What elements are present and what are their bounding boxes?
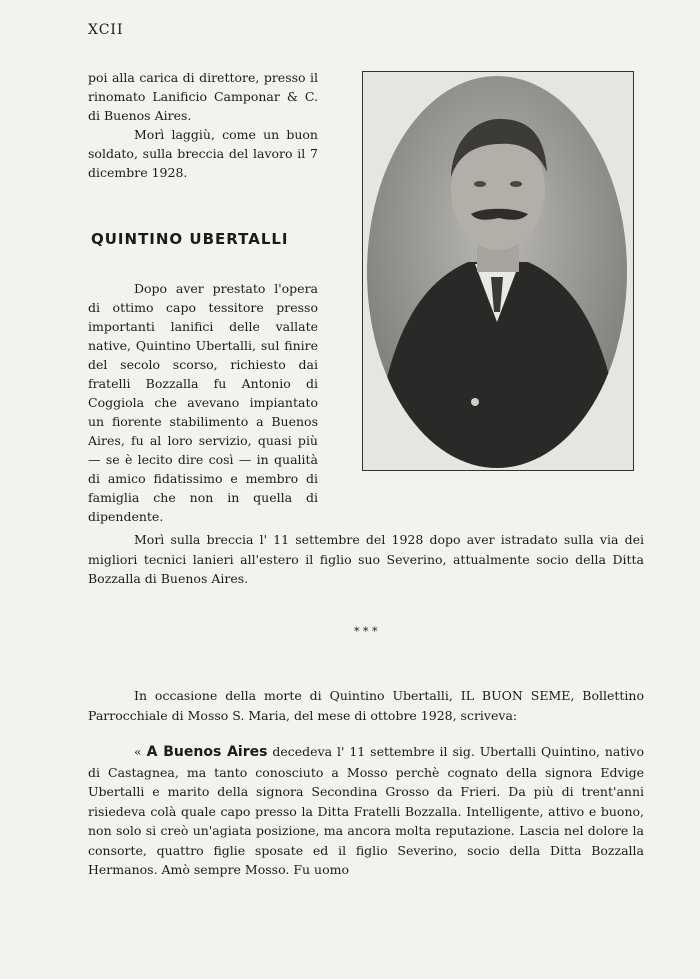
death-paragraph	[88, 530, 644, 589]
page-number: XCII	[88, 22, 124, 38]
biography-text	[88, 279, 318, 526]
portrait-photo	[362, 71, 634, 471]
intro-text	[88, 68, 318, 182]
quote-lead: A Buenos Aires	[146, 744, 268, 760]
quote-text	[88, 742, 644, 880]
quote-open-mark: «	[134, 744, 142, 759]
portrait-image	[363, 72, 632, 469]
death-text: Morì sulla breccia l' 11 settembre del 1928 dopo aver istradato sulla via dei migliori tecnici lanieri all'estero il figlio suo Severino, attualmente socio della Ditta Bozzalla di Buenos Aires.	[88, 532, 644, 586]
quote-body: decedeva l' 11 settembre il sig. Ubertalli Quintino, nativo di Castagnea, ma tanto conosciuto a Mosso perchè cognato della signora Edvige Ubertalli e marito della signora Secondina Grosso da Frieri. Da più di trent'anni risiedeva colà quale capo presso la Ditta Fratelli Bozzalla. Intelligente, attivo e buono, non solo si creò un'agiata posizione, ma ancora molta reputazione. Lascia nel dolore la consorte, quattro figlie sposate ed il figlio Severino, socio della Ditta Bozzalla Hermanos. Amò sempre Mosso. Fu uomo	[88, 744, 644, 877]
intro-paragraph: Morì laggiù, come un buon soldato, sulla breccia del lavoro il 7 dicembre 1928.	[88, 127, 318, 180]
section-heading: QUINTINO UBERTALLI	[91, 230, 289, 248]
quote-intro-paragraph	[88, 686, 644, 725]
quote-intro-text: In occasione della morte di Quintino Ubertalli, IL BUON SEME, Bollettino Parrocchiale di Mosso S. Maria, del mese di ottobre 1928, scriveva:	[88, 688, 644, 723]
separator-asterism: * * *	[354, 625, 378, 638]
quote-paragraph	[88, 742, 644, 880]
intro-paragraph: poi alla carica di direttore, presso il rinomato Lanificio Camponar & C. di Buenos Aires.	[88, 70, 318, 123]
biography-paragraph: Dopo aver prestato l'opera di ottimo capo tessitore presso importanti lanifici delle vallate native, Quintino Ubertalli, sul finire del secolo scorso, richiesto dai fratelli Bozzalla fu Antonio di Coggiola che avevano impiantato un fiorente stabilimento a Buenos Aires, fu al loro servizio, quasi più — se è lecito dire così — in qualità di amico fidatissimo e membro di famiglia che non in quella di dipendente.	[88, 281, 318, 524]
